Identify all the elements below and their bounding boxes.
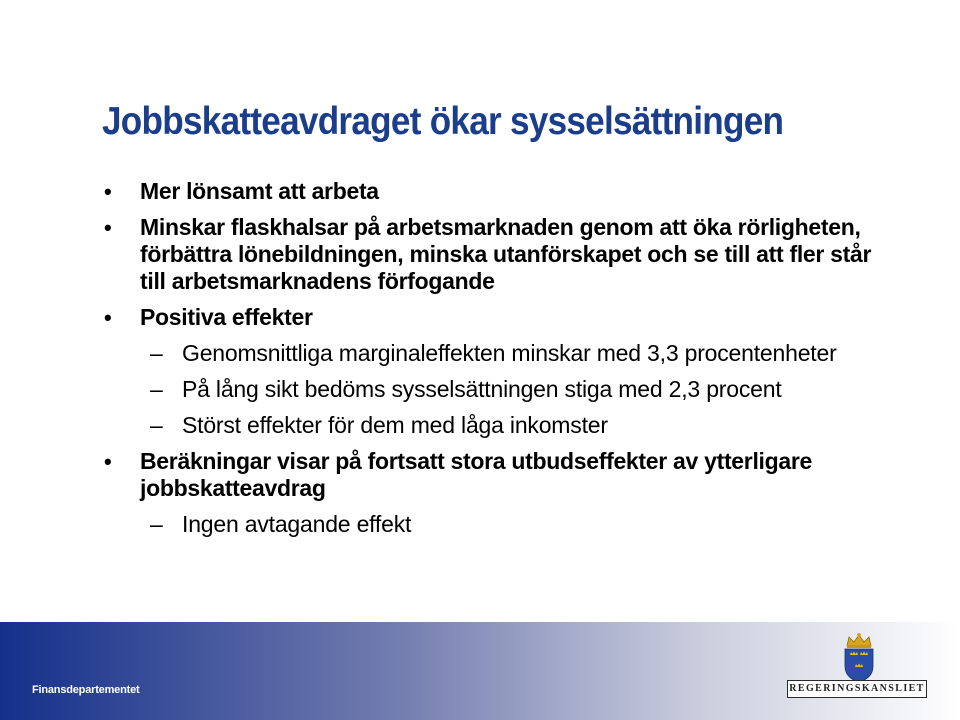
sub-bullet-item (104, 376, 894, 403)
dash-icon: – (150, 511, 163, 537)
dash-icon: – (150, 340, 163, 366)
dash-icon: – (150, 376, 163, 402)
bullet-item (104, 448, 894, 502)
sub-bullet-text: På lång sikt bedöms sysselsättningen stiga med 2,3 procent (182, 376, 782, 402)
sub-bullet-text: Genomsnittliga marginaleffekten minskar med 3,3 procentenheter (182, 340, 837, 366)
crown-shield-icon (836, 632, 882, 684)
bullet-text: Beräkningar visar på fortsatt stora utbudseffekter av ytterligare jobbskatteavdrag (140, 448, 813, 501)
sub-bullet-item (104, 412, 894, 439)
sub-bullet-item (104, 511, 894, 538)
logo-wordmark: REGERINGSKANSLIET (787, 680, 927, 698)
bullet-item (104, 178, 894, 205)
bullet-list (104, 178, 894, 547)
bullet-icon: • (104, 179, 112, 204)
bullet-item (104, 214, 894, 295)
bullet-text: Minskar flaskhalsar på arbetsmarknaden genom att öka rörligheten, förbättra lönebildningen, minska utanförskapet och se till att fler står till arbetsmarknadens förfogande (140, 214, 872, 294)
footer-band (0, 622, 960, 720)
slide-title: Jobbskatteavdraget ökar sysselsättningen (102, 100, 784, 143)
bullet-text: Mer lönsamt att arbeta (140, 178, 379, 204)
sub-bullet-text: Störst effekter för dem med låga inkomster (182, 412, 608, 438)
bullet-item (104, 304, 894, 331)
dash-icon: – (150, 412, 163, 438)
bullet-icon: • (104, 215, 112, 240)
sub-bullet-text: Ingen avtagande effekt (182, 511, 412, 537)
sub-bullet-item (104, 340, 894, 367)
bullet-text: Positiva effekter (140, 304, 313, 330)
bullet-icon: • (104, 449, 112, 474)
bullet-icon: • (104, 305, 112, 330)
department-name: Finansdepartementet (32, 684, 140, 696)
